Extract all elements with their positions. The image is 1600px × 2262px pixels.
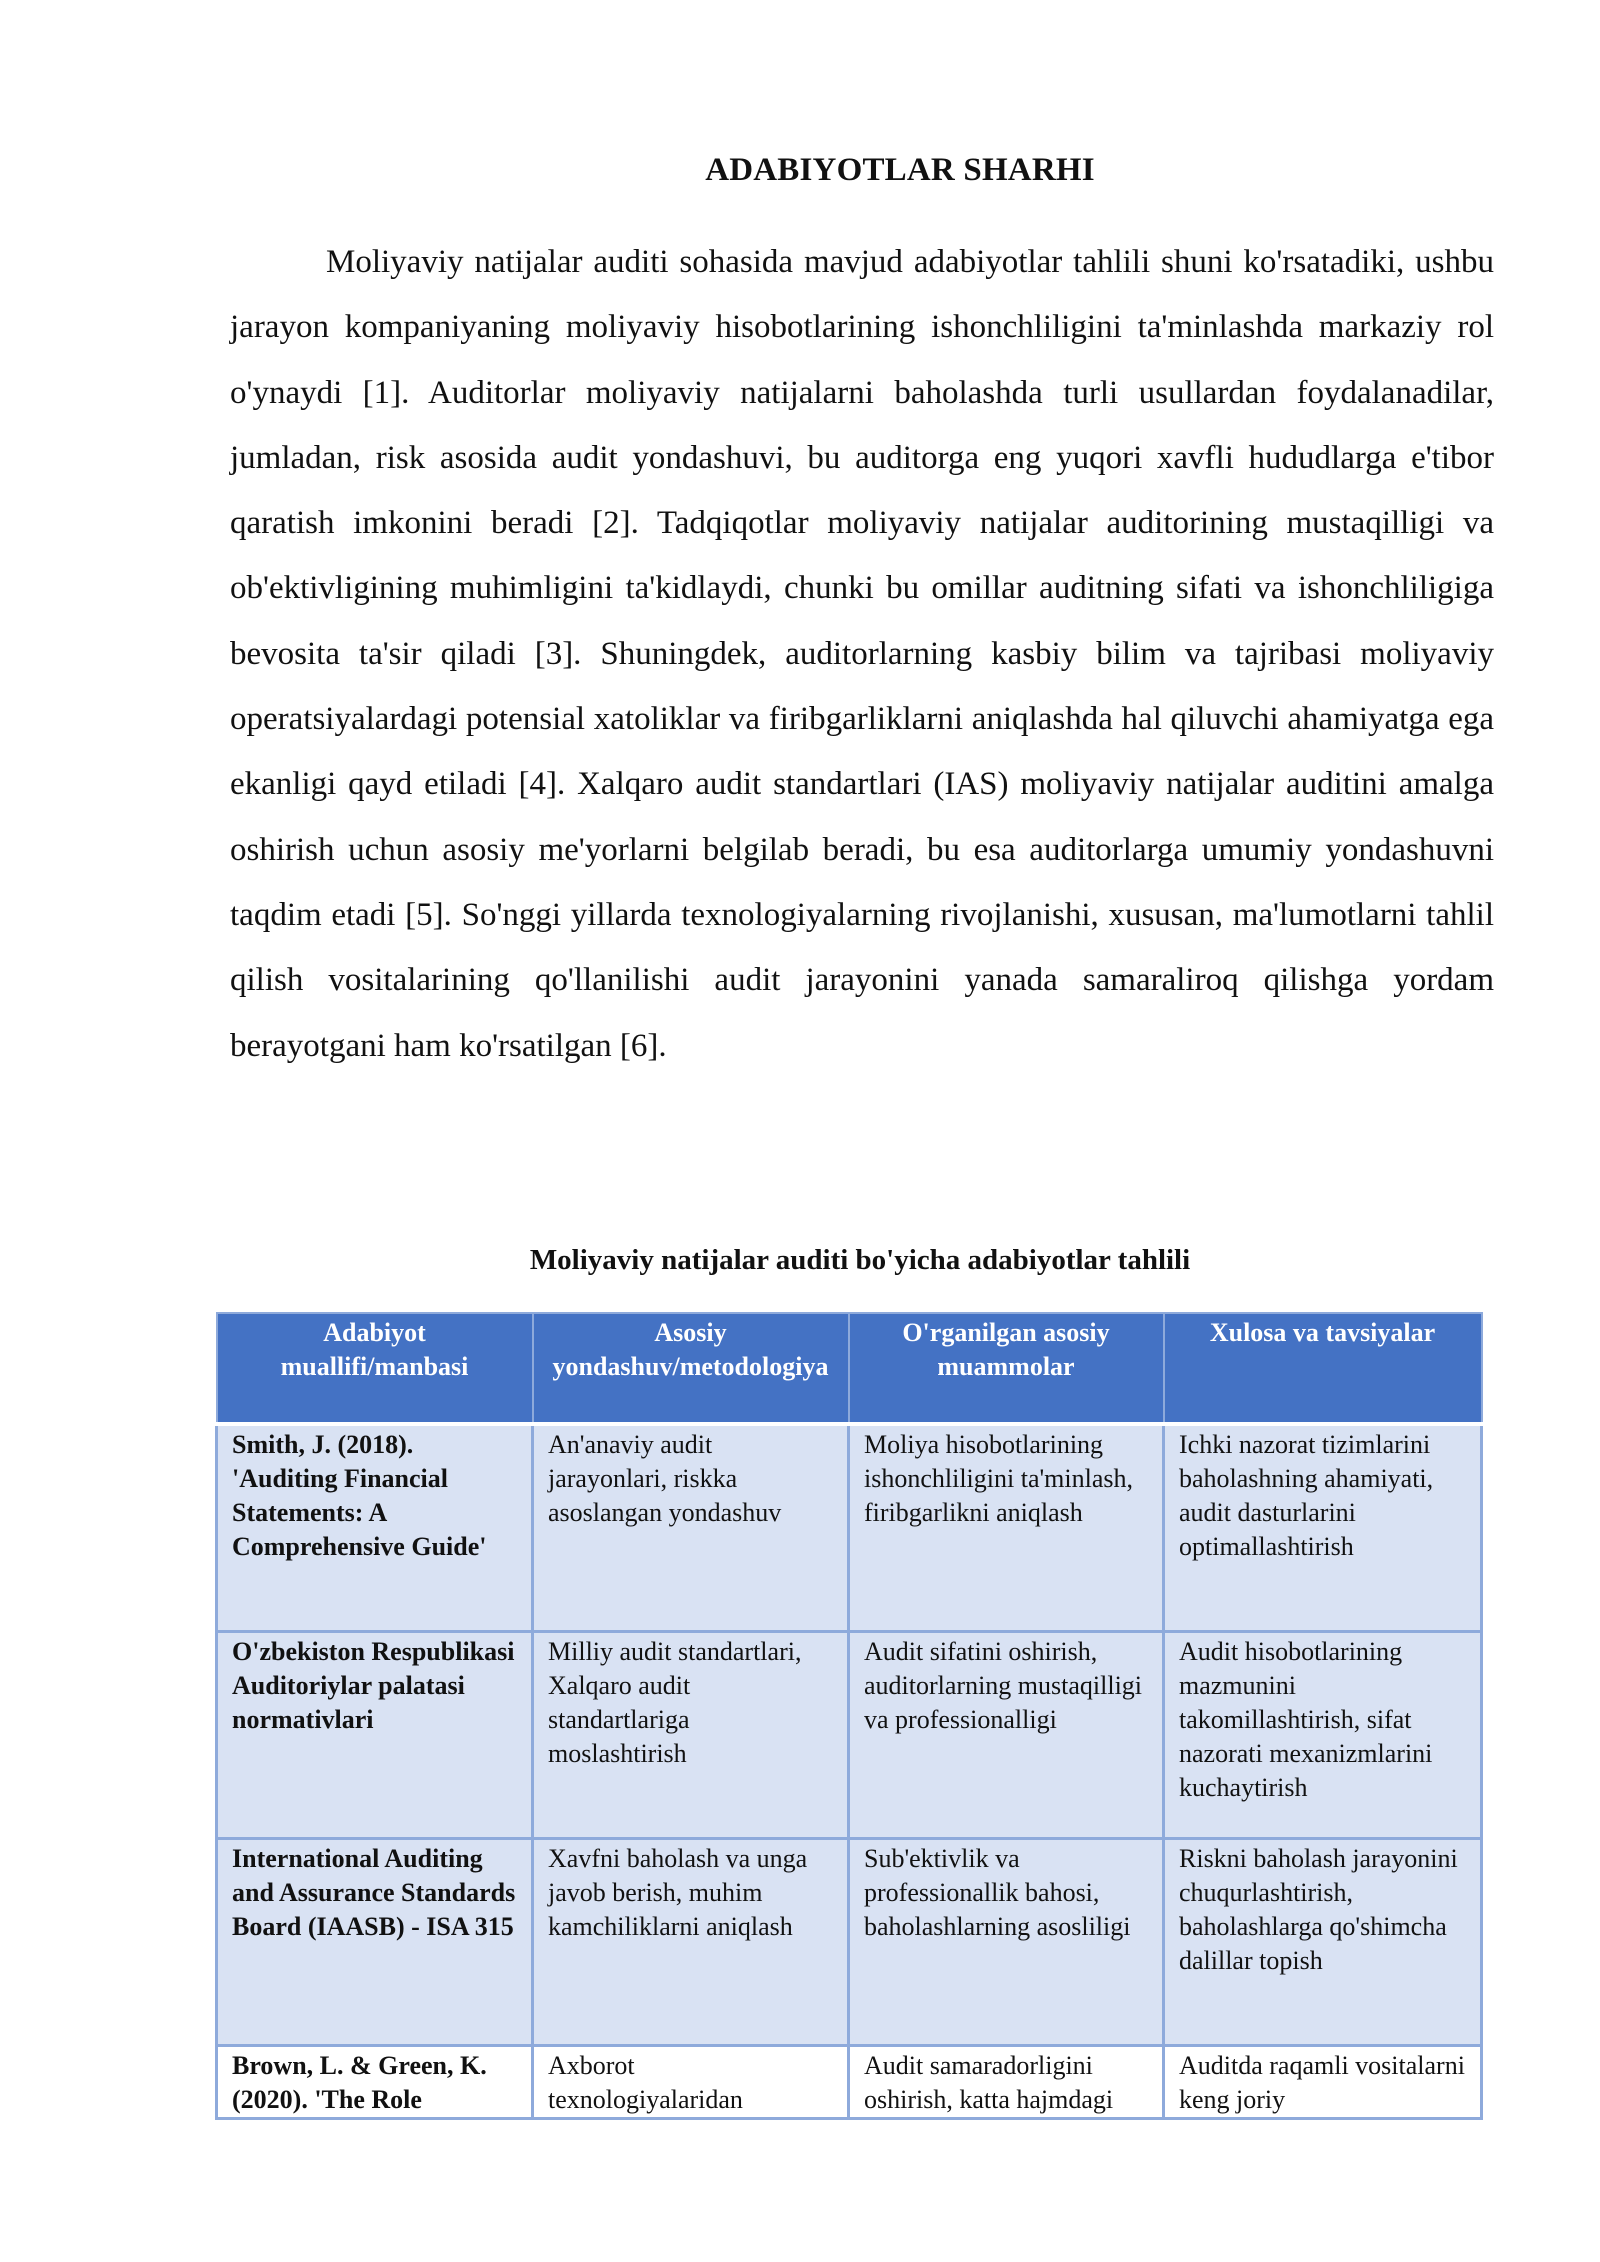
cell-conclusions: Ichki nazorat tizimlarini baholashning ahamiyati, audit dasturlarini optimallashtirish	[1164, 1424, 1482, 1632]
cell-source: Brown, L. & Green, K. (2020). 'The Role	[217, 2046, 533, 2119]
cell-conclusions: Audit hisobotlarining mazmunini takomillashtirish, sifat nazorati mexanizmlarini kuchaytirish	[1164, 1632, 1482, 1839]
literature-table	[215, 1312, 1483, 2120]
table-caption: Moliyaviy natijalar auditi bo'yicha adabiyotlar tahlili	[529, 1244, 1191, 1276]
cell-conclusions: Riskni baholash jarayonini chuqurlashtirish, baholashlarga qo'shimcha dalillar topish	[1164, 1839, 1482, 2046]
table-row	[217, 2046, 1482, 2119]
cell-problems: Moliya hisobotlarining ishonchliligini ta'minlash, firibgarlikni aniqlash	[849, 1424, 1164, 1632]
table-row	[217, 1839, 1482, 2046]
header-conclusions: Xulosa va tavsiyalar	[1164, 1313, 1482, 1424]
header-approach: Asosiy yondashuv/metodologiya	[533, 1313, 849, 1424]
page-title: ADABIYOTLAR SHARHI	[705, 152, 1095, 188]
header-problems: O'rganilgan asosiy muammolar	[849, 1313, 1164, 1424]
cell-approach: Milliy audit standartlari, Xalqaro audit standartlariga moslashtirish	[533, 1632, 849, 1839]
header-source: Adabiyot muallifi/manbasi	[217, 1313, 533, 1424]
cell-problems: Sub'ektivlik va professionallik bahosi, baholashlarning asosliligi	[849, 1839, 1164, 2046]
cell-source: Smith, J. (2018). 'Auditing Financial Statements: A Comprehensive Guide'	[217, 1424, 533, 1632]
cell-source: O'zbekiston Respublikasi Auditoriylar palatasi normativlari	[217, 1632, 533, 1839]
cell-problems: Audit sifatini oshirish, auditorlarning mustaqilligi va professionalligi	[849, 1632, 1164, 1839]
cell-problems: Audit samaradorligini oshirish, katta hajmdagi	[849, 2046, 1164, 2119]
literature-review-paragraph: Moliyaviy natijalar auditi sohasida mavjud adabiyotlar tahlili shuni ko'rsatadiki, ushbu jarayon kompaniyaning moliyaviy hisobotlarining ishonchliligini ta'minlashda markaziy rol o'ynaydi [1]. Auditorlar moliyaviy natijalarni baholashda turli usullardan foydalanadilar, jumladan, risk asosida audit yondashuvi, bu auditorga eng yuqori xavfli hududlarga e'tibor qaratish imkonini beradi [2]. Tadqiqotlar moliyaviy natijalar auditorining mustaqilligi va ob'ektivligining muhimligini ta'kidlaydi, chunki bu omillar auditning sifati va ishonchliligiga bevosita ta'sir qiladi [3]. Shuningdek, auditorlarning kasbiy bilim va tajribasi moliyaviy operatsiyalardagi potensial xatoliklar va firibgarliklarni aniqlashda hal qiluvchi ahamiyatga ega ekanligi qayd etiladi [4]. Xalqaro audit standartlari (IAS) moliyaviy natijalar auditini amalga oshirish uchun asosiy me'yorlarni belgilab beradi, bu esa auditorlarga umumiy yondashuvni taqdim etadi [5]. So'nggi yillarda texnologiyalarning rivojlanishi, xususan, ma'lumotlarni tahlil qilish vositalarining qo'llanilishi audit jarayonini yanada samaraliroq qilishga yordam berayotgani ham ko'rsatilgan [6].	[230, 244, 1494, 1064]
table-row	[217, 1632, 1482, 1839]
cell-approach: Xavfni baholash va unga javob berish, muhim kamchiliklarni aniqlash	[533, 1839, 849, 2046]
cell-approach: An'anaviy audit jarayonlari, riskka asoslangan yondashuv	[533, 1424, 849, 1632]
cell-conclusions: Auditda raqamli vositalarni keng joriy	[1164, 2046, 1482, 2119]
table-row	[217, 1424, 1482, 1632]
cell-approach: Axborot texnologiyalaridan	[533, 2046, 849, 2119]
table-header-row	[217, 1313, 1482, 1424]
cell-source: International Auditing and Assurance Standards Board (IAASB) - ISA 315	[217, 1839, 533, 2046]
